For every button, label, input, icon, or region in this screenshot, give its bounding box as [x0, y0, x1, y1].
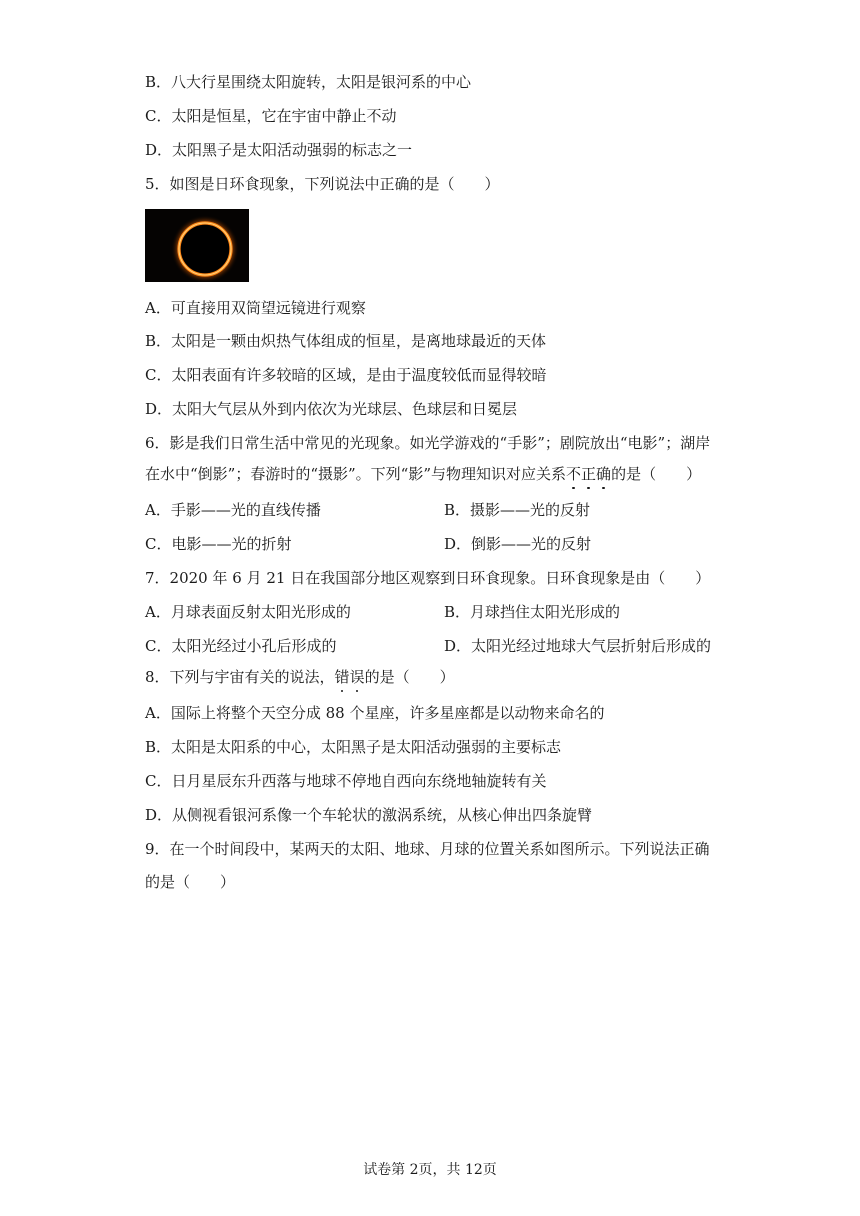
q8-emphasis-wrong: [335, 668, 365, 686]
q8-stem: [145, 667, 455, 687]
q5-option-a: A．可直接用双筒望远镜进行观察: [145, 299, 366, 317]
emphasis-char: 确: [596, 465, 612, 483]
q8-option-a: A．国际上将整个天空分成 88 个星座，许多星座都是以动物来命名的: [145, 704, 605, 722]
q6-option-a: A．手影——光的直线传播: [145, 501, 321, 519]
q6-option-c: C．电影——光的折射: [145, 535, 292, 553]
q4-option-b: B．八大行星围绕太阳旋转，太阳是银河系的中心: [145, 73, 472, 91]
q5-stem: 5．如图是日环食现象，下列说法中正确的是（ ）: [145, 175, 500, 193]
emphasis-char: 误: [349, 668, 365, 686]
q6-option-b: B．摄影——光的反射: [444, 501, 591, 519]
q6-stem-line2: [145, 464, 701, 484]
q7-option-d: D．太阳光经过地球大气层折射后形成的: [444, 637, 712, 655]
q5-option-c: C．太阳表面有许多较暗的区域，是由于温度较低而显得较暗: [145, 366, 547, 384]
q4-option-c: C．太阳是恒星，它在宇宙中静止不动: [145, 107, 397, 125]
emphasis-char: 不: [566, 465, 582, 483]
annular-eclipse-image: [145, 209, 249, 282]
q4-option-d: D．太阳黑子是太阳活动强弱的标志之一: [145, 141, 413, 159]
q8-option-c: C．日月星辰东升西落与地球不停地自西向东绕地轴旋转有关: [145, 772, 547, 790]
eclipse-ring-graphic: [145, 209, 249, 282]
q8-option-d: D．从侧视看银河系像一个车轮状的激涡系统，从核心伸出四条旋臂: [145, 806, 593, 824]
q7-option-a: A．月球表面反射太阳光形成的: [145, 603, 351, 621]
q5-option-d: D．太阳大气层从外到内依次为光球层、色球层和日冕层: [145, 400, 518, 418]
q8-option-b: B．太阳是太阳系的中心，太阳黑子是太阳活动强弱的主要标志: [145, 738, 562, 756]
q8-stem-tail: 的是（ ）: [364, 668, 455, 686]
page-footer: 试卷第 2页，共 12页: [363, 1162, 497, 1178]
q9-stem-line2: 的是（ ）: [145, 873, 236, 891]
q5-option-b: B．太阳是一颗由炽热气体组成的恒星，是离地球最近的天体: [145, 332, 547, 350]
q6-stem-tail: 的是（ ）: [611, 465, 702, 483]
q7-stem: 7．2020 年 6 月 21 日在我国部分地区观察到日环食现象。日环食现象是由（ ）: [145, 569, 711, 587]
emphasis-char: 错: [334, 668, 350, 686]
q8-stem-text: 8．下列与宇宙有关的说法，: [145, 668, 335, 686]
q6-stem-text: 在水中“倒影”；春游时的“摄影”。下列“影”与物理知识对应关系: [145, 465, 567, 483]
q6-stem-line1: 6．影是我们日常生活中常见的光现象。如光学游戏的“手影”；剧院放出“电影”；湖岸: [145, 434, 711, 452]
q9-stem-line1: 9．在一个时间段中，某两天的太阳、地球、月球的位置关系如图所示。下列说法正确: [145, 840, 710, 858]
q6-emphasis-not-correct: [566, 465, 611, 483]
emphasis-char: 正: [581, 465, 597, 483]
q7-option-c: C．太阳光经过小孔后形成的: [145, 637, 337, 655]
q6-option-d: D．倒影——光的反射: [444, 535, 592, 553]
q7-option-b: B．月球挡住太阳光形成的: [444, 603, 621, 621]
